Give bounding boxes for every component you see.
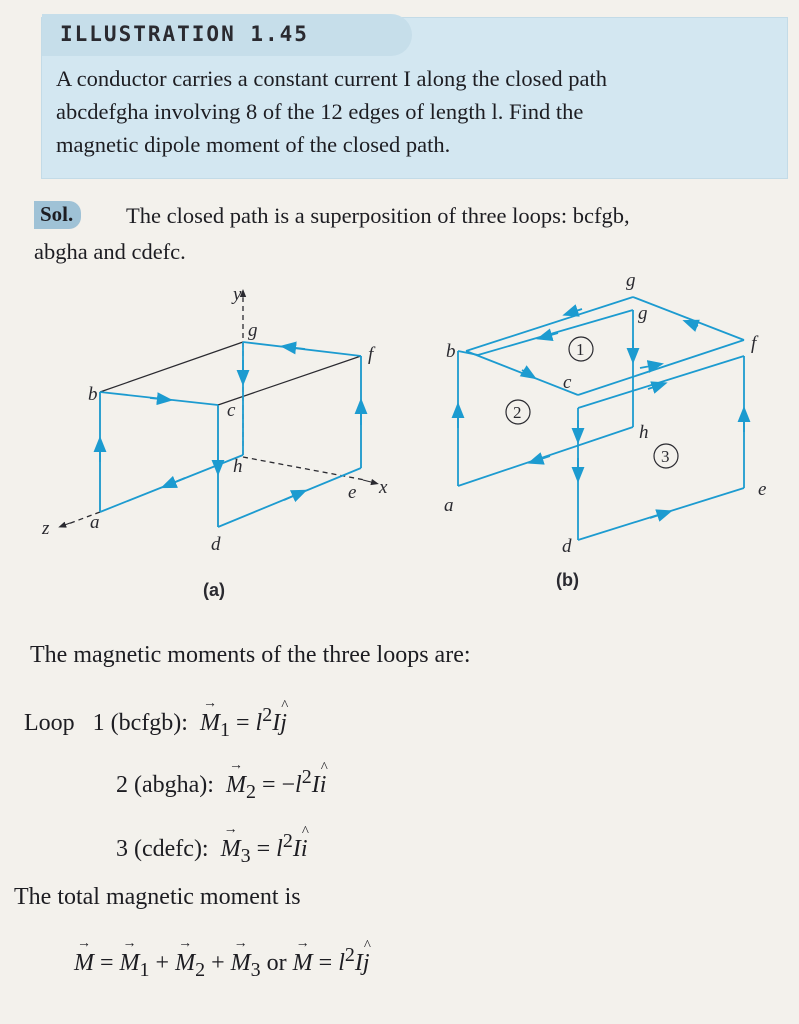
question-line-3: magnetic dipole moment of the closed path. — [56, 132, 451, 157]
label-h-a: h — [233, 456, 243, 477]
label-h-b: h — [639, 422, 649, 443]
x-axis-arrow — [363, 480, 375, 483]
loop-1-number: 1 — [576, 340, 585, 359]
label-d-b: d — [562, 536, 572, 557]
loop1-label: 1 (bcfgb): — [92, 710, 188, 736]
label-e-a: e — [348, 482, 357, 503]
label-b-b: b — [446, 341, 456, 362]
loop3-equation: 3 (cdefc): → $M_3$ = $l^2I\^{}$ i — [116, 830, 308, 868]
loop2-label: 2 (abgha): — [116, 772, 214, 798]
total-equation: → M = → $M_1$ + → $M_2$ + → $M_3$ or → $M = l^2I\^{}$ j — [74, 944, 370, 982]
loop3-label: 3 (cdefc): — [116, 836, 209, 862]
loop1-equation: Loop 1 (bcfgb): → $M_1$ = $l^2I\^{}$ j — [24, 704, 287, 742]
label-c-a: c — [227, 400, 236, 421]
or-word: or — [266, 950, 287, 976]
moments-intro: The magnetic moments of the three loops are: — [30, 642, 471, 668]
label-a-b: a — [444, 495, 454, 516]
label-x: x — [379, 477, 388, 498]
loop-3-number: 3 — [661, 447, 670, 466]
label-d-a: d — [211, 534, 221, 555]
x-axis — [243, 457, 365, 480]
label-c-b: c — [563, 372, 572, 393]
cube-edges — [100, 342, 361, 527]
label-z: z — [42, 518, 50, 539]
total-intro: The total magnetic moment is — [14, 884, 301, 910]
question-line-2: abcdefgha involving 8 of the 12 edges of length l. Find the — [56, 99, 584, 124]
loop2-equation: 2 (abgha): → $M_2$ = $-l^2I\^{}$ i — [116, 766, 326, 804]
loops-b — [458, 297, 744, 540]
solution-line-1: The closed path is a superposition of three loops: bcfgb, — [126, 203, 630, 228]
label-f-a: f — [368, 344, 374, 365]
label-g-b-inner: g — [638, 303, 648, 324]
caption-b: (b) — [556, 570, 579, 590]
label-f-b: f — [751, 333, 757, 354]
caption-a: (a) — [203, 580, 225, 600]
figure-b — [444, 270, 766, 590]
solution-line-2: abgha and cdefc. — [34, 239, 186, 264]
illustration-title: ILLUSTRATION 1.45 — [60, 22, 309, 46]
solution-badge: Sol. — [34, 201, 81, 229]
figure-a — [41, 284, 388, 600]
question-line-1: A conductor carries a constant current I along the closed path — [56, 66, 608, 91]
loop-2-number: 2 — [513, 403, 522, 422]
loop-word: Loop — [24, 710, 75, 736]
label-y: y — [233, 284, 242, 305]
label-a-a: a — [90, 512, 100, 533]
label-e-b: e — [758, 479, 767, 500]
label-g-b-top: g — [626, 270, 636, 291]
z-axis-arrow — [62, 523, 70, 526]
label-b-a: b — [88, 384, 98, 405]
label-g-a: g — [248, 320, 258, 341]
